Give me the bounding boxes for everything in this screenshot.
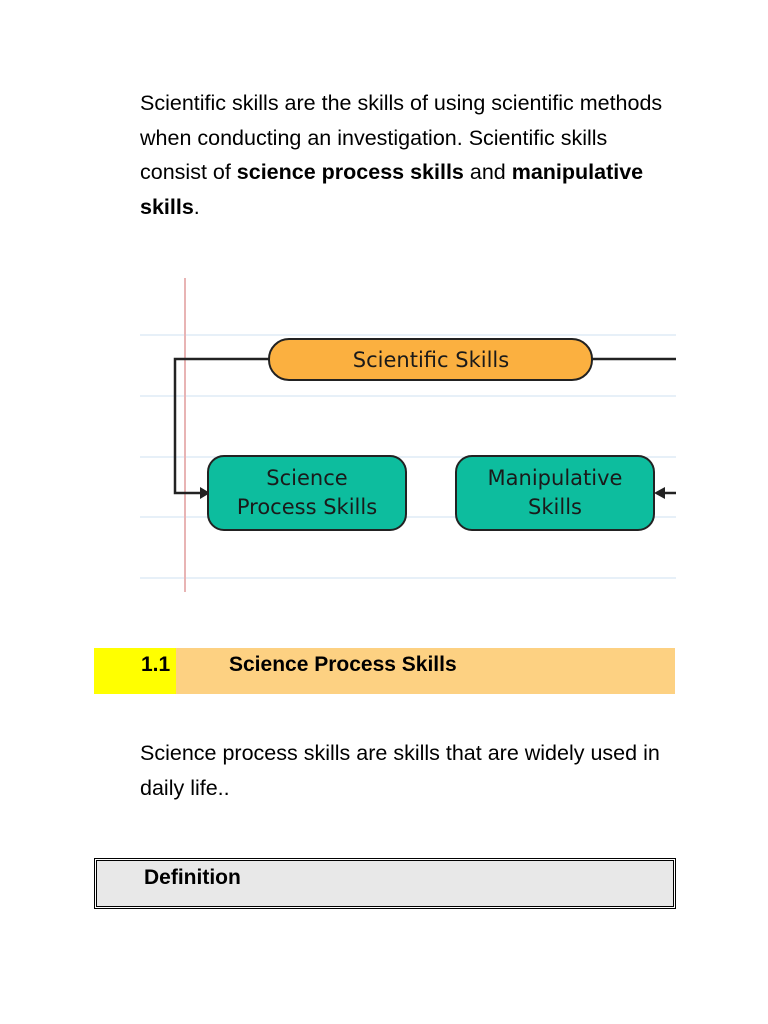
child-node-manipulative-line1: Manipulative (487, 466, 623, 490)
definition-box-inner (96, 860, 674, 907)
child-node-science-process-line1: Science (266, 466, 348, 490)
section-number: 1.1 (141, 653, 171, 676)
intro-text-1: Scientific skills are the skills of using scientific methods when conducting an investigation. Scientific skills consist of (140, 91, 663, 184)
child-node-science-process-line2: Process Skills (236, 495, 378, 519)
scientific-skills-diagram (140, 274, 676, 594)
section-title: Science Process Skills (229, 653, 457, 676)
intro-bold-manipulative: manipulative skills (140, 160, 644, 219)
intro-paragraph (140, 86, 680, 224)
intro-text-2: and (463, 160, 512, 184)
body-paragraph: Science process skills are skills that are widely used in daily life.. (140, 741, 660, 800)
root-node-label: Scientific Skills (352, 348, 510, 372)
intro-text-3: . (193, 194, 200, 219)
section-heading (94, 648, 675, 694)
definition-label: Definition (144, 866, 241, 889)
arrowhead-right (654, 487, 665, 499)
child-node-manipulative-line2: Skills (528, 495, 582, 519)
intro-bold-science-process: science process skills (236, 160, 464, 184)
definition-box (94, 858, 676, 909)
